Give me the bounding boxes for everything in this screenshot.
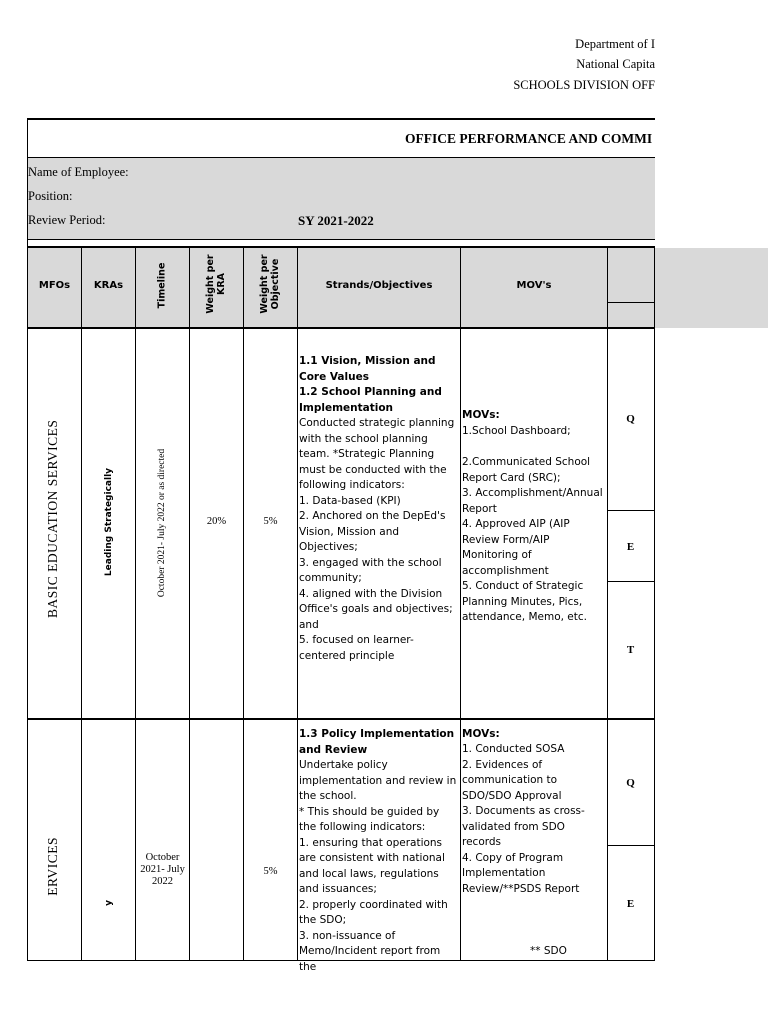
row2-efficiency-label: E bbox=[626, 898, 635, 910]
row2-mfo: ERVICES bbox=[45, 837, 60, 896]
row1-strands-text: Conducted strategic planning with the school planning team. *Strategic Planning must be conducted with the following indicators: 1. Data-based (KPI) 2. Anchored on the DepEd's Vision, Mission and Objectives; 3. engaged with the school community; 4. aligned with the Division Office's goals and objectives; and 5. focused on learner-centered principle bbox=[299, 417, 455, 662]
row1-timeliness-label: T bbox=[626, 644, 635, 656]
position-label: Position: bbox=[28, 189, 73, 203]
col-header-movs: MOV's bbox=[516, 280, 552, 291]
division-line: SCHOOLS DIVISION OFF bbox=[513, 78, 655, 92]
col-line-5 bbox=[297, 247, 298, 961]
col-header-weight-objective: Weight per Objective bbox=[259, 254, 281, 314]
row2-quality-label: Q bbox=[626, 777, 635, 789]
row1-q-divider bbox=[607, 510, 655, 511]
header-bottom-border bbox=[27, 327, 655, 329]
review-period-value: SY 2021-2022 bbox=[298, 213, 374, 228]
row1-timeline: October 2021- July 2022 or as directed bbox=[157, 448, 167, 598]
col-line-6 bbox=[460, 247, 461, 961]
row1-weight-objective: 5% bbox=[263, 516, 278, 527]
department-line: Department of I bbox=[575, 37, 655, 51]
col-header-weight-kra: Weight per KRA bbox=[205, 254, 227, 314]
col-line-7 bbox=[607, 247, 608, 961]
col-line-8 bbox=[654, 247, 655, 961]
col-line-3 bbox=[189, 247, 190, 961]
row2-movs-text: 1. Conducted SOSA 2. Evidences of communication to SDO/SDO Approval 3. Documents as cross-validated from SDO records 4. Copy of Program Implementation Review/**PSDS Report bbox=[462, 743, 585, 895]
col-header-strands: Strands/Objectives bbox=[325, 280, 433, 291]
row1-movs-text: 1.School Dashboard; 2.Communicated School Report Card (SRC); 3. Accomplishment/Annual Report 4. Approved AIP (AIP Review Form/AIP Monitoring of accomplishment 5. Conduct of Strategic Planning Minutes, Pics, attendance, Memo, etc. bbox=[462, 425, 603, 623]
form-title: OFFICE PERFORMANCE AND COMMI bbox=[405, 131, 653, 146]
name-label: Name of Employee: bbox=[28, 165, 129, 179]
header-top-border bbox=[27, 246, 655, 248]
row1-movs-title: MOVs: bbox=[462, 409, 500, 421]
region-line: National Capita bbox=[576, 57, 655, 71]
row1-kra: Leading Strategically bbox=[104, 467, 114, 577]
col-line-4 bbox=[243, 247, 244, 961]
row2-movs-note: ** SDO bbox=[530, 945, 567, 957]
row1-mfo: BASIC EDUCATION SERVICES bbox=[45, 419, 60, 618]
row1-weight-kra: 20% bbox=[206, 516, 227, 527]
review-period-label: Review Period: bbox=[28, 213, 106, 227]
title-top-border bbox=[27, 118, 655, 120]
row1-bottom-border bbox=[27, 718, 655, 720]
col-header-mfos: MFOs bbox=[38, 280, 71, 291]
row2-timeline: October 2021- July 2022 bbox=[140, 852, 185, 887]
rating-subheader-line bbox=[607, 302, 655, 303]
row2-q-divider bbox=[607, 845, 655, 846]
row2-kra: y bbox=[104, 900, 114, 906]
table-left-border bbox=[27, 118, 28, 961]
column-header-overflow bbox=[655, 248, 768, 328]
table-bottom-edge bbox=[27, 960, 655, 961]
row1-e-divider bbox=[607, 581, 655, 582]
row2-strands-heading: 1.3 Policy Implementation and Review bbox=[299, 728, 455, 756]
row2-movs-title: MOVs: bbox=[462, 728, 500, 740]
row1-quality-label: Q bbox=[626, 413, 635, 425]
info-bottom-border bbox=[27, 239, 655, 240]
row1-efficiency-label: E bbox=[626, 541, 635, 553]
row1-strands-heading: 1.1 Vision, Mission and Core Values 1.2 School Planning and Implementation bbox=[299, 355, 442, 414]
col-line-1 bbox=[81, 247, 82, 961]
row2-weight-objective: 5% bbox=[263, 866, 278, 877]
col-header-kras: KRAs bbox=[93, 280, 124, 291]
row2-strands-text: Undertake policy implementation and review in the school. * This should be guided by the following indicators: 1. ensuring that operations are consistent with national and local laws, regulations and issuances; 2. properly coordinated with the SDO; 3. non-issuance of Memo/Incident report from the bbox=[299, 759, 457, 973]
col-header-timeline: Timeline bbox=[156, 262, 168, 309]
